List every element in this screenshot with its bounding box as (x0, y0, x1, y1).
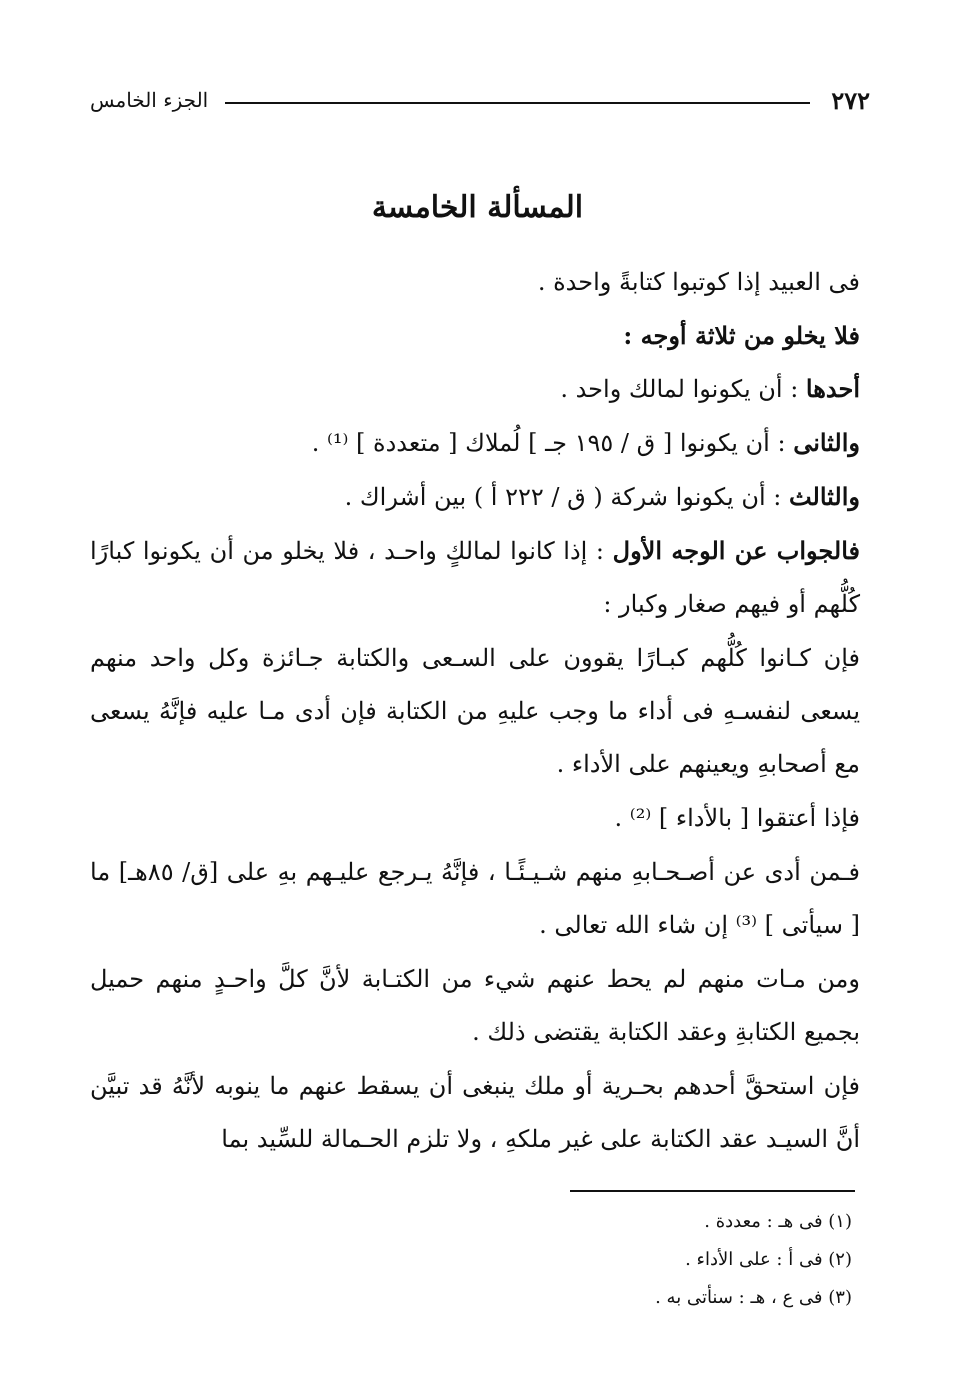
footnote-rule (570, 1190, 855, 1192)
paragraph: فإن استحقَّ أحدهم بحـرية أو ملك ينبغى أن يسقط عنهم ما ينوبه لأنَّهُ قد تبيَّن أنَّ السيـد عقد الكتابة على غير ملكهِ ، ولا تلزم الحـمالة للسِّيد بما (90, 1072, 860, 1153)
footnote: (٢) فى أ : على الأداء . (685, 1249, 852, 1270)
footnote: (٣) فى ع ، هـ : سنأتى به . (655, 1287, 852, 1308)
paragraph: ومن مـات منهم لم يحط عنهم شيء من الكتـابة لأنَّ كلَّ واحـدٍ منهم حميل بجميع الكتابةِ وعقد الكتابة يقتضى ذلك . (90, 965, 860, 1046)
footnote: (١) فى هـ : معددة . (704, 1211, 852, 1232)
paragraph: أحدها : أن يكونوا لمالك واحد . (560, 374, 860, 403)
paragraph: والثانى : أن يكونوا [ ق / ١٩٥ جـ ] لُملاك [ متعددة ] ⁽¹⁾ . (311, 428, 860, 457)
paragraph: فى العبيد إذا كوتبوا كتابةً واحدة . (537, 268, 860, 296)
footnotes (400, 1203, 852, 1317)
paragraph: فـمن أدى عن أصـحـابهِ منهم شـيـئًـا ، فإنَّهُ يـرجع عليـهم بهِ على [ق/ ٨٥هـ] ما [ سيأتى ] ⁽³⁾ إن شاء الله تعالى . (90, 858, 861, 939)
body-text (90, 255, 860, 1166)
page-header (90, 86, 870, 116)
paragraph: فالجواب عن الوجه الأول : إذا كانوا لمالكٍ واحـد ، فلا يخلو من أن يكونوا كبارًا كُلُّهم أو فيهم صغار وكبار : (90, 536, 860, 618)
page-number: ٢٧٢ (831, 86, 870, 115)
paragraph: والثالث : أن يكونوا شركة ( ق / ٢٢٢ أ ) بين أشراك . (344, 482, 860, 511)
paragraph: فإذا أعتقوا [ بالأداء ] ⁽²⁾ . (614, 804, 860, 832)
chapter-title: المسألة الخامسة (371, 190, 584, 225)
header-rule (225, 102, 810, 104)
running-title: الجزء الخامس (90, 88, 209, 112)
paragraph: فإن كـانوا كُلُّهم كبـارًا يقوون على السـعى والكتابة جـائزة وكل واحد منهم يسعى لنفسـهِ فى أداء ما وجب عليهِ من الكتابة فإن أدى مـا عليه فإنَّهُ يسعى مع أصحابهِ ويعينهم على الأداء . (90, 644, 860, 778)
paragraph: فلا يخلو من ثلاثة أوجه : (623, 321, 860, 350)
